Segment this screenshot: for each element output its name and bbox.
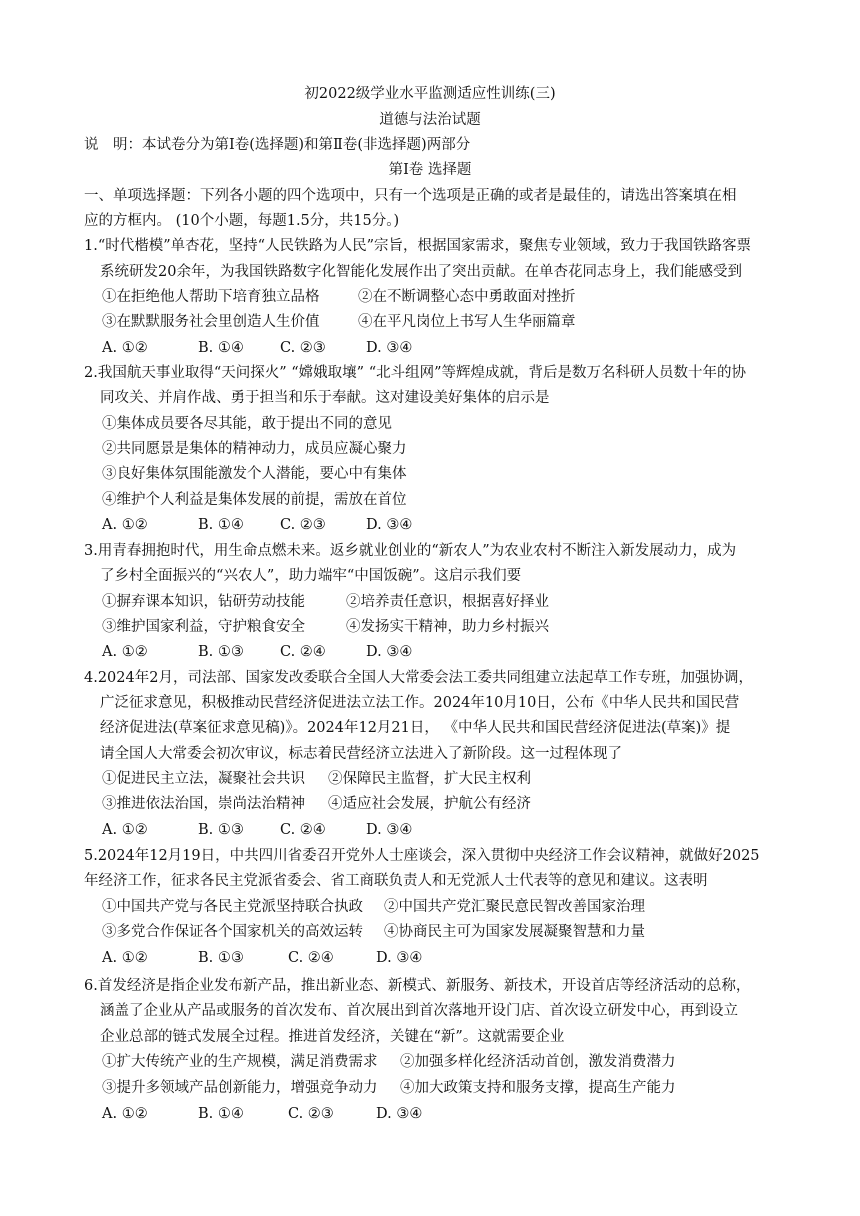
- question-stem-line: 企业总部的链式发展全过程。推进首发经济，关键在“新”。这就需要企业: [100, 1029, 565, 1045]
- statement-item: ④协商民主可为国家发展凝聚智慧和力量: [384, 924, 645, 940]
- choice-d[interactable]: D. ③④: [366, 517, 413, 533]
- part-heading: 第Ⅰ卷 选择题: [388, 162, 472, 178]
- statement-item: ④在平凡岗位上书写人生华丽篇章: [358, 314, 576, 330]
- choice-b[interactable]: B. ①④: [198, 517, 244, 533]
- statement-item: ①扩大传统产业的生产规模，满足消费需求: [102, 1054, 378, 1070]
- question-stem-line: 4.2024年2月，司法部、国家发改委联合全国人大常委会法工委共同组建立法起草工作专班，加强协调，: [84, 670, 753, 686]
- question-stem-line: 5.2024年12月19日，中共四川省委召开党外人士座谈会，深入贯彻中央经济工作会议精神，就做好2025: [84, 848, 760, 864]
- question-stem-line: 3.用青春拥抱时代，用生命点燃未来。返乡就业创业的“新农人”为农业农村不断注入新发展动力，成为: [84, 543, 737, 559]
- statement-item: ④维护个人利益是集体发展的前提，需放在首位: [102, 492, 407, 508]
- statement-item: ③在默默服务社会里创造人生价值: [102, 314, 320, 330]
- choice-b[interactable]: B. ①③: [198, 822, 244, 838]
- statement-item: ③推进依法治国，崇尚法治精神: [102, 796, 305, 812]
- choice-c[interactable]: C. ②③: [280, 517, 326, 533]
- choice-c[interactable]: C. ②③: [288, 1106, 334, 1122]
- choice-c[interactable]: C. ②④: [280, 822, 326, 838]
- question-stem-line: 涵盖了企业从产品或服务的首次发布、首次展出到首次落地开设门店、首次设立研发中心，再到设立: [100, 1003, 738, 1019]
- question-stem-line: 2.我国航天事业取得“天问探火” “嫦娥取壤” “北斗组网”等辉煌成就，背后是数万名科研人员数十年的协: [84, 365, 747, 381]
- choice-d[interactable]: D. ③④: [376, 1106, 423, 1122]
- question-stem-line: 经济促进法(草案征求意见稿)》。2024年12月21日， 《中华人民共和国民营经济促进法(草案)》提: [100, 720, 731, 736]
- statement-item: ①促进民主立法，凝聚社会共识: [102, 771, 305, 787]
- choice-d[interactable]: D. ③④: [366, 822, 413, 838]
- statement-item: ①集体成员要各尽其能，敢于提出不同的意见: [102, 416, 392, 432]
- statement-item: ③多党合作保证各个国家机关的高效运转: [102, 924, 363, 940]
- statement-item: ②培养责任意识，根据喜好择业: [346, 594, 549, 610]
- choice-a[interactable]: A. ①②: [102, 644, 148, 660]
- choice-b[interactable]: B. ①③: [198, 950, 244, 966]
- question-stem-line: 6.首发经济是指企业发布新产品，推出新业态、新模式、新服务、新技术，开设首店等经济活动的总称，: [84, 978, 751, 994]
- choice-d[interactable]: D. ③④: [366, 340, 413, 356]
- statement-item: ③提升多领域产品创新能力，增强竞争动力: [102, 1080, 378, 1096]
- question-stem-line: 广泛征求意见，积极推动民营经济促进法立法工作。2024年10月10日，公布《中华人民共和国民营: [100, 695, 740, 711]
- statement-item: ②在不断调整心态中勇敢面对挫折: [358, 289, 576, 305]
- statement-item: ②加强多样化经济活动首创，激发消费潜力: [400, 1054, 676, 1070]
- question-stem-line: 年经济工作，征求各民主党派省委会、省工商联负责人和无党派人士代表等的意见和建议。这表明: [84, 873, 708, 889]
- question-stem-line: 了乡村全面振兴的“兴农人”，助力端牢“中国饭碗”。这启示我们要: [100, 568, 522, 584]
- choice-b[interactable]: B. ①④: [198, 340, 244, 356]
- statement-item: ①摒弃课本知识，钻研劳动技能: [102, 594, 305, 610]
- statement-item: ②中国共产党汇聚民意民智改善国家治理: [384, 899, 645, 915]
- choice-b[interactable]: B. ①④: [198, 1106, 244, 1122]
- question-stem-line: 1.“时代楷模”单杏花，坚持“人民铁路为人民”宗旨，根据国家需求，聚焦专业领域，致力于我国铁路客票: [84, 238, 751, 254]
- statement-item: ④适应社会发展，护航公有经济: [328, 796, 531, 812]
- statement-item: ④发扬实干精神，助力乡村振兴: [346, 619, 549, 635]
- statement-item: ①中国共产党与各民主党派坚持联合执政: [102, 899, 363, 915]
- question-stem-line: 请全国人大常委会初次审议，标志着民营经济立法进入了新阶段。这一过程体现了: [100, 746, 622, 762]
- statement-item: ①在拒绝他人帮助下培育独立品格: [102, 289, 320, 305]
- choice-d[interactable]: D. ③④: [376, 950, 423, 966]
- exam-note: 说 明：本试卷分为第Ⅰ卷(选择题)和第Ⅱ卷(非选择题)两部分: [84, 137, 471, 153]
- statement-item: ②共同愿景是集体的精神动力，成员应凝心聚力: [102, 441, 407, 457]
- choice-a[interactable]: A. ①②: [102, 1106, 148, 1122]
- choice-a[interactable]: A. ①②: [102, 340, 148, 356]
- question-stem-line: 同攻关、并肩作战、勇于担当和乐于奉献。这对建设美好集体的启示是: [100, 390, 550, 406]
- exam-title: 初2022级学业水平监测适应性训练(三): [304, 86, 556, 102]
- statement-item: ③维护国家利益，守护粮食安全: [102, 619, 305, 635]
- choice-d[interactable]: D. ③④: [366, 644, 413, 660]
- choice-a[interactable]: A. ①②: [102, 950, 148, 966]
- choice-c[interactable]: C. ②④: [288, 950, 334, 966]
- choice-c[interactable]: C. ②④: [280, 644, 326, 660]
- choice-b[interactable]: B. ①③: [198, 644, 244, 660]
- statement-item: ④加大政策支持和服务支撑，提高生产能力: [400, 1080, 676, 1096]
- statement-item: ③良好集体氛围能激发个人潜能，要心中有集体: [102, 466, 407, 482]
- choice-a[interactable]: A. ①②: [102, 822, 148, 838]
- statement-item: ②保障民主监督，扩大民主权利: [328, 771, 531, 787]
- question-stem-line: 系统研发20余年，为我国铁路数字化智能化发展作出了突出贡献。在单杏花同志身上，我们能感受到: [100, 264, 742, 280]
- choice-a[interactable]: A. ①②: [102, 517, 148, 533]
- section-instruction-line-2: 应的方框内。 (10个小题，每题1.5分，共15分。): [84, 213, 400, 229]
- section-instruction-line-1: 一、单项选择题：下列各小题的四个选项中，只有一个选项是正确的或者是最佳的，请选出答案填在相: [84, 188, 737, 204]
- choice-c[interactable]: C. ②③: [280, 340, 326, 356]
- exam-subject: 道德与法治试题: [379, 112, 481, 128]
